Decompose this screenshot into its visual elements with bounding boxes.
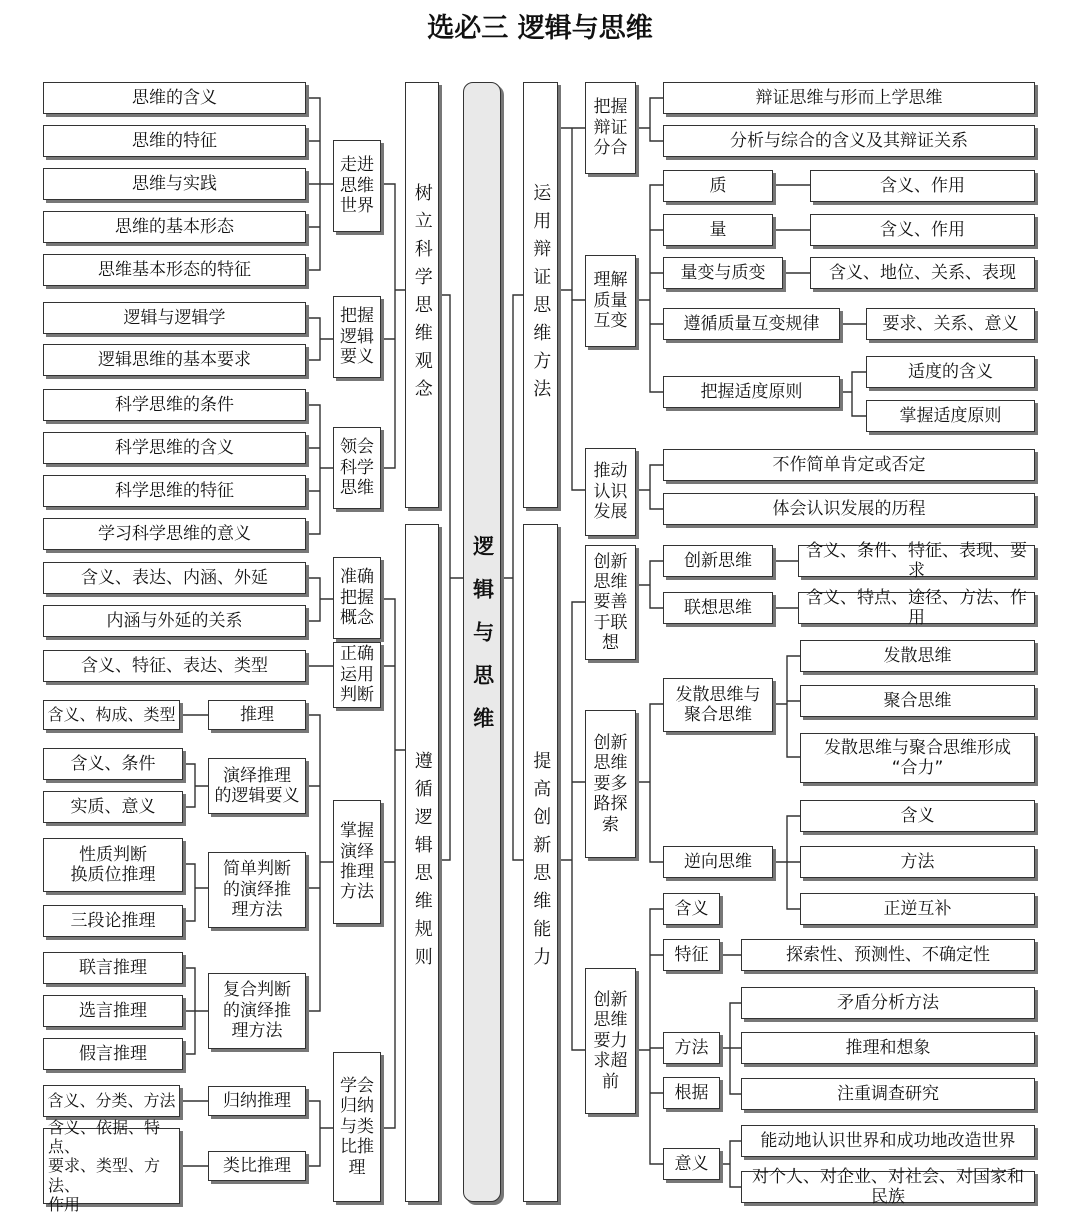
- left-leaf: 逻辑与逻辑学: [43, 302, 306, 334]
- right-leaf: 探索性、预测性、不确定性: [741, 939, 1035, 971]
- section-think-world: 走进 思维 世界: [333, 140, 381, 232]
- mid-node: 联想思维: [663, 592, 773, 624]
- right-leaf: 聚合思维: [800, 685, 1035, 717]
- unit-4-label: 提高创新思维能力: [523, 524, 558, 1202]
- right-leaf: 掌握适度原则: [866, 400, 1035, 432]
- left-leaf: 科学思维的特征: [43, 475, 306, 507]
- left-leaf: 联言推理: [43, 952, 183, 984]
- right-leaf: 发散思维与聚合思维形成 “合力”: [800, 733, 1035, 783]
- right-leaf: 能动地认识世界和成功地改造世界: [741, 1125, 1035, 1157]
- right-leaf: 体会认识发展的历程: [663, 493, 1035, 525]
- left-leaf: 含义、特征、表达、类型: [43, 650, 306, 682]
- left-leaf: 思维的基本形态: [43, 211, 306, 243]
- section-judgment: 正确 运用 判断: [333, 642, 381, 708]
- mid-node: 创新思维: [663, 545, 773, 577]
- mid-node: 质: [663, 170, 773, 202]
- right-leaf: 正逆互补: [800, 893, 1035, 925]
- left-leaf: 学习科学思维的意义: [43, 518, 306, 550]
- right-leaf: 含义、条件、特征、表现、要求: [798, 545, 1035, 577]
- right-leaf: 不作简单肯定或否定: [663, 449, 1035, 481]
- right-leaf: 辩证思维与形而上学思维: [663, 82, 1035, 114]
- right-leaf: 矛盾分析方法: [741, 987, 1035, 1019]
- mid-node: 把握适度原则: [663, 376, 840, 408]
- unit-3-label: 运用辩证思维方法: [523, 82, 558, 508]
- section-association: 创新 思维 要善 于联 想: [585, 545, 636, 660]
- left-leaf: 思维的含义: [43, 82, 306, 114]
- page-title: 选必三 逻辑与思维: [427, 13, 653, 44]
- mid-node: 复合判断 的演绎推 理方法: [208, 973, 306, 1049]
- right-leaf: 注重调查研究: [741, 1078, 1035, 1110]
- left-leaf: 思维的特征: [43, 125, 306, 157]
- right-leaf: 发散思维: [800, 640, 1035, 672]
- right-leaf: 对个人、对企业、对社会、对国家和民族: [741, 1171, 1035, 1203]
- left-leaf: 性质判断 换质位推理: [43, 838, 183, 892]
- mid-node: 演绎推理 的逻辑要义: [208, 758, 306, 814]
- left-leaf: 实质、意义: [43, 791, 183, 823]
- section-cognition-development: 推动 认识 发展: [585, 448, 636, 536]
- section-ahead: 创新 思维 要力 求超 前: [585, 968, 636, 1114]
- section-logic-essence: 把握 逻辑 要义: [333, 296, 381, 378]
- mid-node: 根据: [663, 1077, 720, 1109]
- mid-node: 方法: [663, 1032, 720, 1064]
- center-topic: 逻辑与思维: [463, 82, 501, 1202]
- left-leaf: 科学思维的含义: [43, 432, 306, 464]
- left-leaf: 内涵与外延的关系: [43, 605, 306, 637]
- left-leaf: 思维与实践: [43, 168, 306, 200]
- section-dialectic-split: 把握 辩证 分合: [585, 82, 636, 174]
- left-leaf: 选言推理: [43, 995, 183, 1027]
- right-leaf: 含义: [800, 800, 1035, 832]
- section-scientific-thinking: 领会 科学 思维: [333, 427, 381, 509]
- left-leaf: 假言推理: [43, 1038, 183, 1070]
- right-leaf: 适度的含义: [866, 356, 1035, 388]
- left-leaf: 逻辑思维的基本要求: [43, 344, 306, 376]
- left-leaf: 含义、条件: [43, 748, 183, 780]
- mid-node: 简单判断 的演绎推 理方法: [208, 852, 306, 928]
- mid-node: 归纳推理: [208, 1086, 306, 1116]
- right-leaf: 含义、特点、途径、方法、作用: [798, 592, 1035, 624]
- section-concept: 准确 把握 概念: [333, 557, 381, 639]
- left-leaf: 含义、表达、内涵、外延: [43, 562, 306, 594]
- right-leaf: 含义、作用: [810, 170, 1035, 202]
- mid-node: 量变与质变: [663, 257, 783, 289]
- left-leaf: 含义、依据、特点、 要求、类型、方法、 作用: [43, 1128, 180, 1204]
- right-leaf: 分析与综合的含义及其辩证关系: [663, 125, 1035, 157]
- left-leaf: 思维基本形态的特征: [43, 254, 306, 286]
- right-leaf: 含义、地位、关系、表现: [810, 257, 1035, 289]
- section-inductive-reasoning: 学会 归纳 与类 比推 理: [333, 1052, 381, 1202]
- section-quality-quantity: 理解 质量 互变: [585, 255, 636, 347]
- unit-2-label: 遵循逻辑思维规则: [405, 524, 439, 1202]
- right-leaf: 推理和想象: [741, 1032, 1035, 1064]
- left-leaf: 三段论推理: [43, 905, 183, 937]
- left-leaf: 含义、分类、方法: [43, 1085, 180, 1117]
- mid-node: 含义: [663, 893, 720, 925]
- right-leaf: 要求、关系、意义: [866, 308, 1035, 340]
- unit-1-label: 树立科学思维观念: [405, 82, 439, 508]
- mid-node: 量: [663, 214, 773, 246]
- mid-node: 类比推理: [208, 1151, 306, 1181]
- left-leaf: 含义、构成、类型: [43, 700, 180, 730]
- left-leaf: 科学思维的条件: [43, 389, 306, 421]
- right-leaf: 含义、作用: [810, 214, 1035, 246]
- right-leaf: 方法: [800, 846, 1035, 878]
- mid-node: 推理: [208, 700, 306, 730]
- mid-node: 逆向思维: [663, 846, 773, 878]
- mid-node: 发散思维与 聚合思维: [663, 678, 773, 732]
- mid-node: 意义: [663, 1148, 720, 1180]
- section-deductive-reasoning: 掌握 演绎 推理 方法: [333, 800, 381, 924]
- mid-node: 遵循质量互变规律: [663, 308, 840, 340]
- section-multipath: 创新 思维 要多 路探 索: [585, 710, 636, 858]
- mid-node: 特征: [663, 939, 720, 971]
